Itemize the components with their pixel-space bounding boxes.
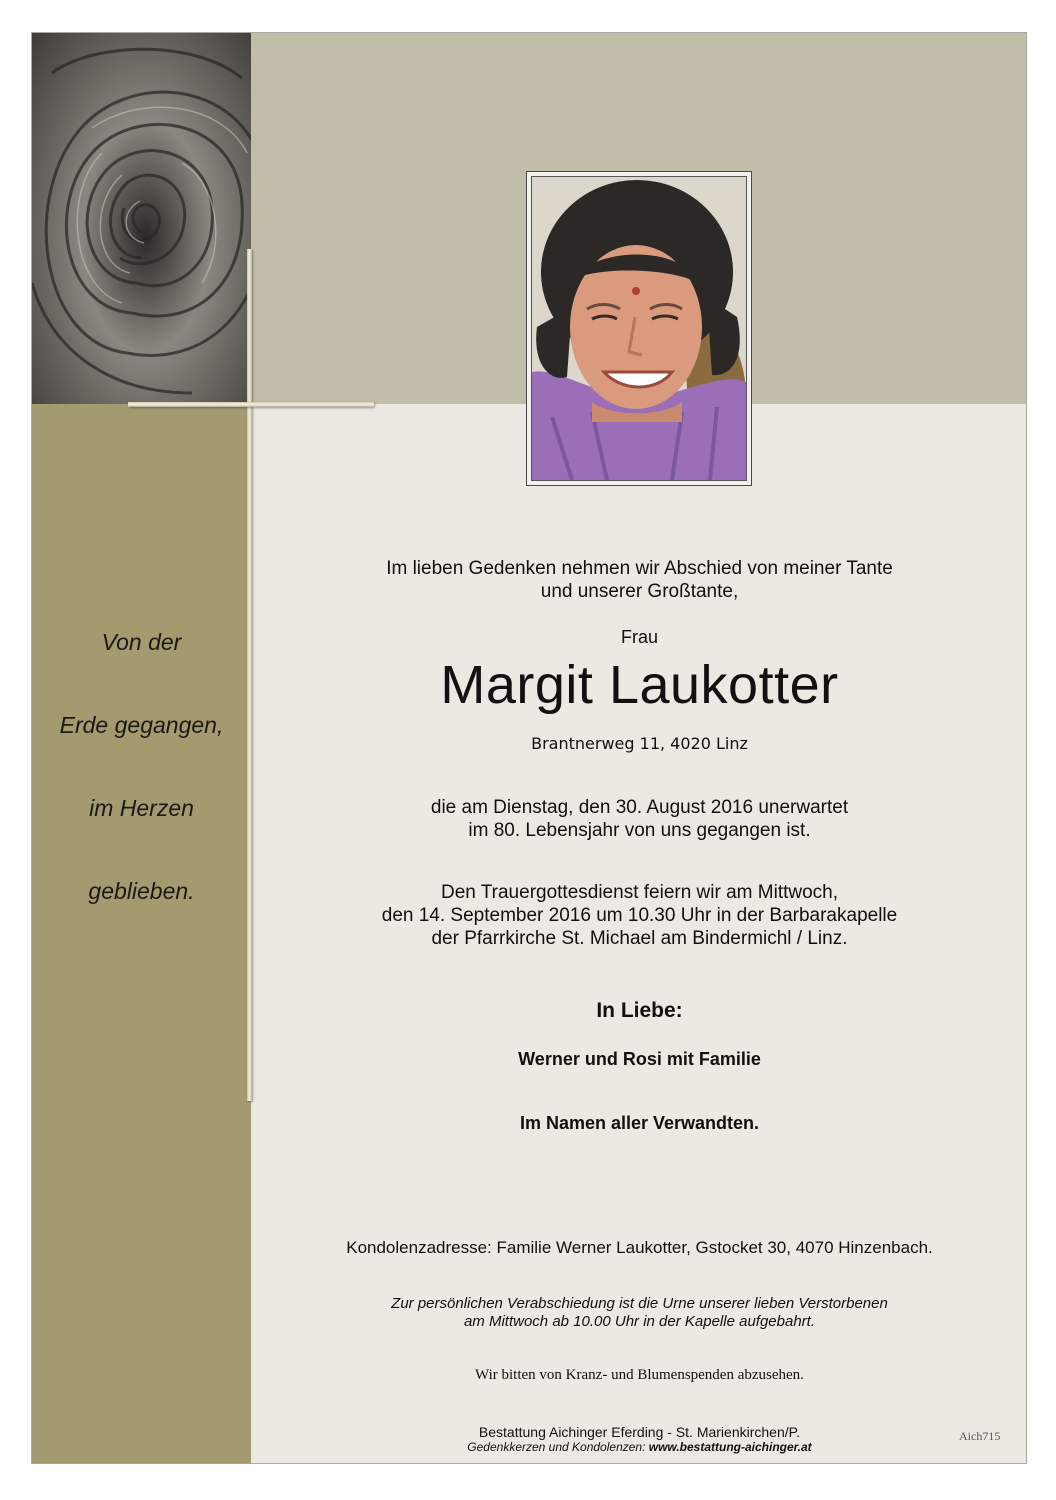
verse-line: Erde gegangen, bbox=[59, 712, 224, 738]
verse bbox=[32, 33, 251, 1464]
condolence-address: Kondolenzadresse: Familie Werner Laukotter, Gstocket 30, 4070 Hinzenbach. bbox=[346, 1238, 933, 1257]
verse-line: Von der bbox=[101, 629, 182, 655]
urn-notice-line: am Mittwoch ab 10.00 Uhr in der Kapelle aufgebahrt. bbox=[463, 1313, 816, 1330]
online-condolences bbox=[251, 1440, 1027, 1454]
urn-notice-line: Zur persönlichen Verabschiedung ist die Urne unserer lieben Verstorbenen bbox=[391, 1295, 888, 1312]
intro-line: Im lieben Gedenken nehmen wir Abschied von meiner Tante bbox=[386, 558, 893, 579]
mourners-line: Im Namen aller Verwandten. bbox=[519, 1113, 760, 1133]
in-love-heading: In Liebe: bbox=[596, 999, 683, 1022]
death-notice-line: die am Dienstag, den 30. August 2016 unerwartet bbox=[430, 797, 849, 818]
service-line: Den Trauergottesdienst feiern wir am Mittwoch, bbox=[440, 882, 839, 903]
service-line: den 14. September 2016 um 10.30 Uhr in der Barbarakapelle bbox=[381, 905, 898, 926]
deceased-address: Brantnerweg 11, 4020 Linz bbox=[531, 734, 748, 753]
service-line: der Pfarrkirche St. Michael am Bindermichl / Linz. bbox=[431, 928, 848, 949]
obituary-card bbox=[31, 32, 1027, 1464]
death-notice-line: im 80. Lebensjahr von uns gegangen ist. bbox=[468, 820, 811, 841]
mourners-line: Werner und Rosi mit Familie bbox=[518, 1049, 761, 1069]
deceased-name: Margit Laukotter bbox=[440, 655, 839, 715]
main-text bbox=[251, 33, 1027, 1464]
intro-line: und unserer Großtante, bbox=[540, 581, 739, 602]
verse-line: geblieben. bbox=[88, 878, 195, 904]
funeral-home: Bestattung Aichinger Eferding - St. Marienkirchen/P. bbox=[478, 1424, 801, 1440]
verse-line: im Herzen bbox=[89, 795, 194, 821]
flowers-notice: Wir bitten von Kranz- und Blumenspenden abzusehen. bbox=[475, 1367, 804, 1383]
online-prefix: Gedenkkerzen und Kondolenzen: bbox=[467, 1440, 649, 1454]
salutation: Frau bbox=[620, 627, 658, 647]
website-link[interactable]: www.bestattung-aichinger.at bbox=[648, 1440, 812, 1454]
template-code: Aich715 bbox=[959, 1429, 1001, 1443]
